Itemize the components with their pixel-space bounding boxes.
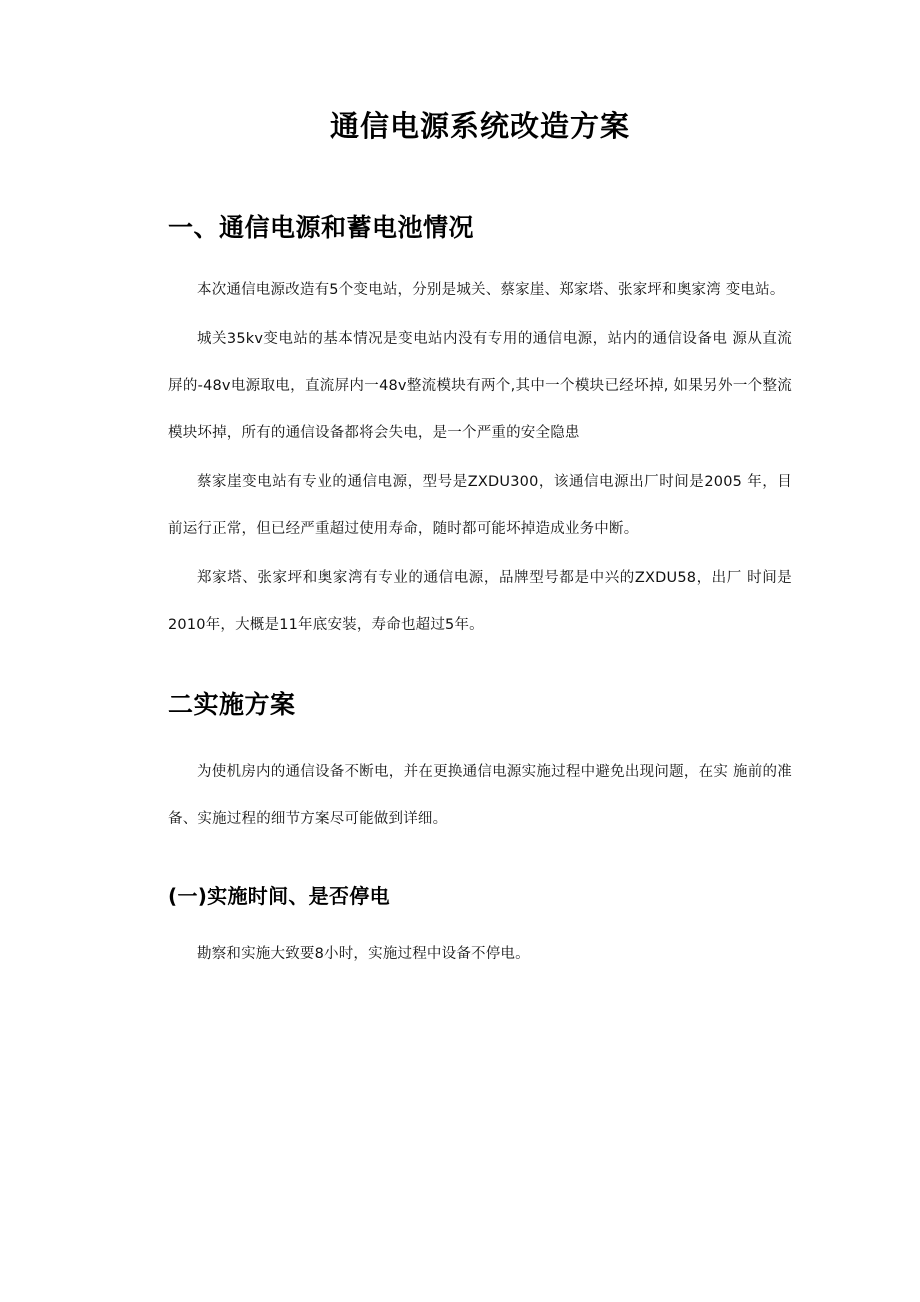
page-title: 通信电源系统改造方案 xyxy=(329,109,630,143)
paragraph-1-3: 蔡家崖变电站有专业的通信电源，型号是ZXDU300，该通信电源出厂时间是2005 年，目前运行正常，但已经严重超过使用寿命，随时都可能坏掉造成业务中断。 xyxy=(168,473,792,537)
paragraph-1-2: 城关35kv变电站的基本情况是变电站内没有专用的通信电源，站内的通信设备电 源从直流屏的-48v电源取电，直流屏内一48v整流模块有两个,其中一个模块已经坏掉, 如果另外一个整流模块坏掉，所有的通信设备都将会失电，是一个严重的安全隐患 xyxy=(168,330,792,441)
paragraph-2-1-1: 勘察和实施大致要8小时，实施过程中设备不停电。 xyxy=(197,946,530,963)
heading-spacer xyxy=(168,245,792,265)
document-content xyxy=(168,0,792,978)
section-heading-2: 二实施方案 xyxy=(168,689,296,719)
paragraph-1-4: 郑家塔、张家坪和奥家湾有专业的通信电源，品牌型号都是中兴的ZXDU58，出厂 时间是2010年，大概是11年底安装，寿命也超过5年。 xyxy=(168,569,792,633)
paragraph-2-1: 为使机房内的通信设备不断电，并在更换通信电源实施过程中避免出现问题，在实 施前的准备、实施过程的细节方案尽可能做到详细。 xyxy=(168,764,792,828)
subsection-heading-2-1: (一)实施时间、是否停电 xyxy=(168,884,390,909)
paragraph-1-1: 本次通信电源改造有5个变电站，分别是城关、蔡家崖、郑家塔、张家坪和奥家湾 变电站。 xyxy=(197,281,785,298)
section-heading-1: 一、通信电源和蓄电池情况 xyxy=(168,213,475,243)
heading-spacer xyxy=(168,721,792,741)
